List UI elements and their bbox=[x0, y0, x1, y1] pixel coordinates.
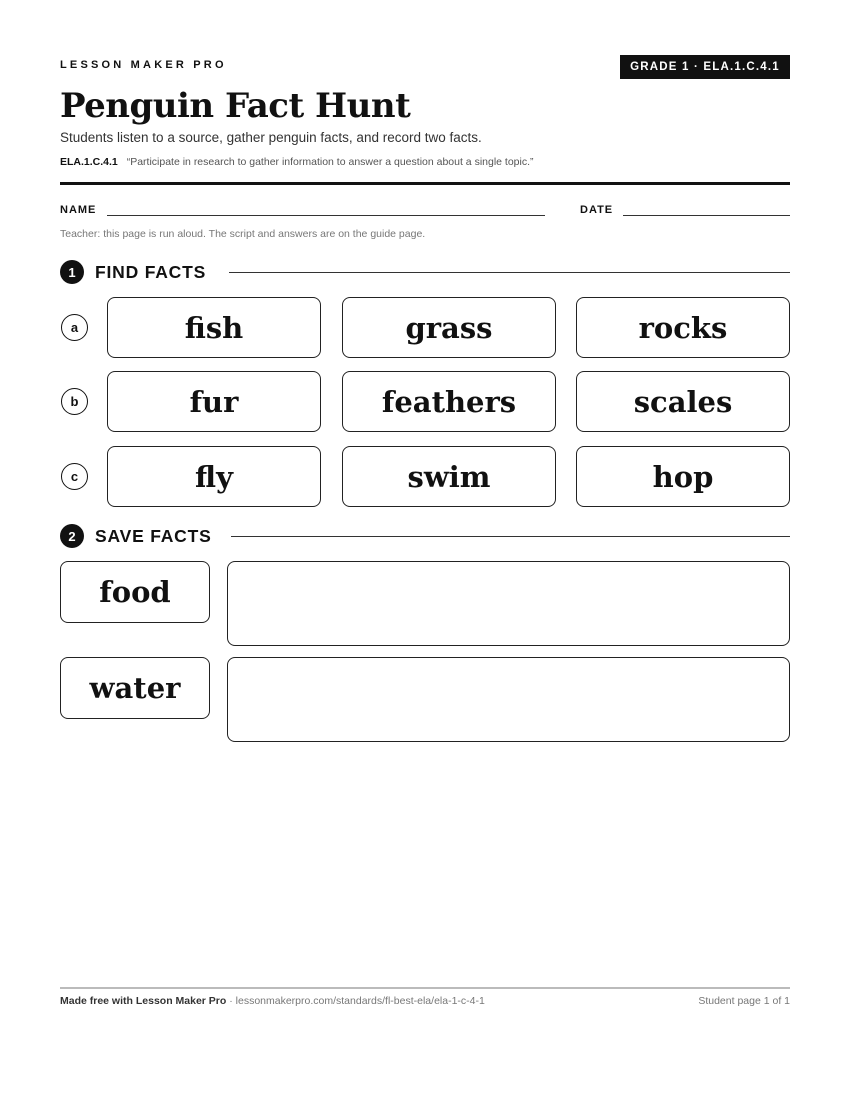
section-number: 1 bbox=[60, 260, 84, 284]
worksheet-title: Penguin Fact Hunt bbox=[60, 86, 411, 126]
choice-rocks[interactable]: rocks bbox=[576, 297, 790, 358]
row-letter-a: a bbox=[61, 314, 88, 341]
name-field[interactable] bbox=[107, 215, 545, 216]
choice-fur[interactable]: fur bbox=[107, 371, 321, 432]
fact-word-food: food bbox=[60, 561, 210, 623]
section-rule bbox=[231, 536, 790, 537]
fact-word-water: water bbox=[60, 657, 210, 719]
choice-scales[interactable]: scales bbox=[576, 371, 790, 432]
row-letter-c: c bbox=[61, 463, 88, 490]
choice-fly[interactable]: fly bbox=[107, 446, 321, 507]
standard-line bbox=[60, 156, 534, 168]
footer-url: · lessonmakerpro.com/standards/fl-best-ela/ela-1-c-4-1 bbox=[229, 995, 485, 1007]
section-find-facts bbox=[60, 260, 790, 284]
section-save-facts bbox=[60, 524, 790, 548]
choice-swim[interactable]: swim bbox=[342, 446, 556, 507]
worksheet-subtitle: Students listen to a source, gather penguin facts, and record two facts. bbox=[60, 130, 482, 145]
footer-credit bbox=[60, 995, 485, 1007]
footer-divider bbox=[60, 987, 790, 989]
footer-page-number: Student page 1 of 1 bbox=[698, 995, 790, 1007]
standard-text: “Participate in research to gather information to answer a question about a single topic.” bbox=[126, 156, 534, 168]
section-rule bbox=[229, 272, 790, 273]
grade-badge: GRADE 1 · ELA.1.C.4.1 bbox=[620, 55, 790, 79]
section-label: FIND FACTS bbox=[95, 262, 207, 282]
choice-feathers[interactable]: feathers bbox=[342, 371, 556, 432]
date-label: DATE bbox=[580, 204, 614, 216]
choice-fish[interactable]: fish bbox=[107, 297, 321, 358]
choice-grass[interactable]: grass bbox=[342, 297, 556, 358]
row-letter-b: b bbox=[61, 388, 88, 415]
footer-made-with: Made free with Lesson Maker Pro bbox=[60, 995, 227, 1007]
header-divider bbox=[60, 182, 790, 185]
teacher-note: Teacher: this page is run aloud. The script and answers are on the guide page. bbox=[60, 228, 426, 240]
brand-name: LESSON MAKER PRO bbox=[60, 59, 227, 71]
section-number: 2 bbox=[60, 524, 84, 548]
choice-hop[interactable]: hop bbox=[576, 446, 790, 507]
standard-code: ELA.1.C.4.1 bbox=[60, 156, 118, 168]
fact-answer-box-food[interactable] bbox=[227, 561, 790, 646]
fact-answer-box-water[interactable] bbox=[227, 657, 790, 742]
date-field[interactable] bbox=[623, 215, 790, 216]
section-label: SAVE FACTS bbox=[95, 526, 212, 546]
name-label: NAME bbox=[60, 204, 97, 216]
